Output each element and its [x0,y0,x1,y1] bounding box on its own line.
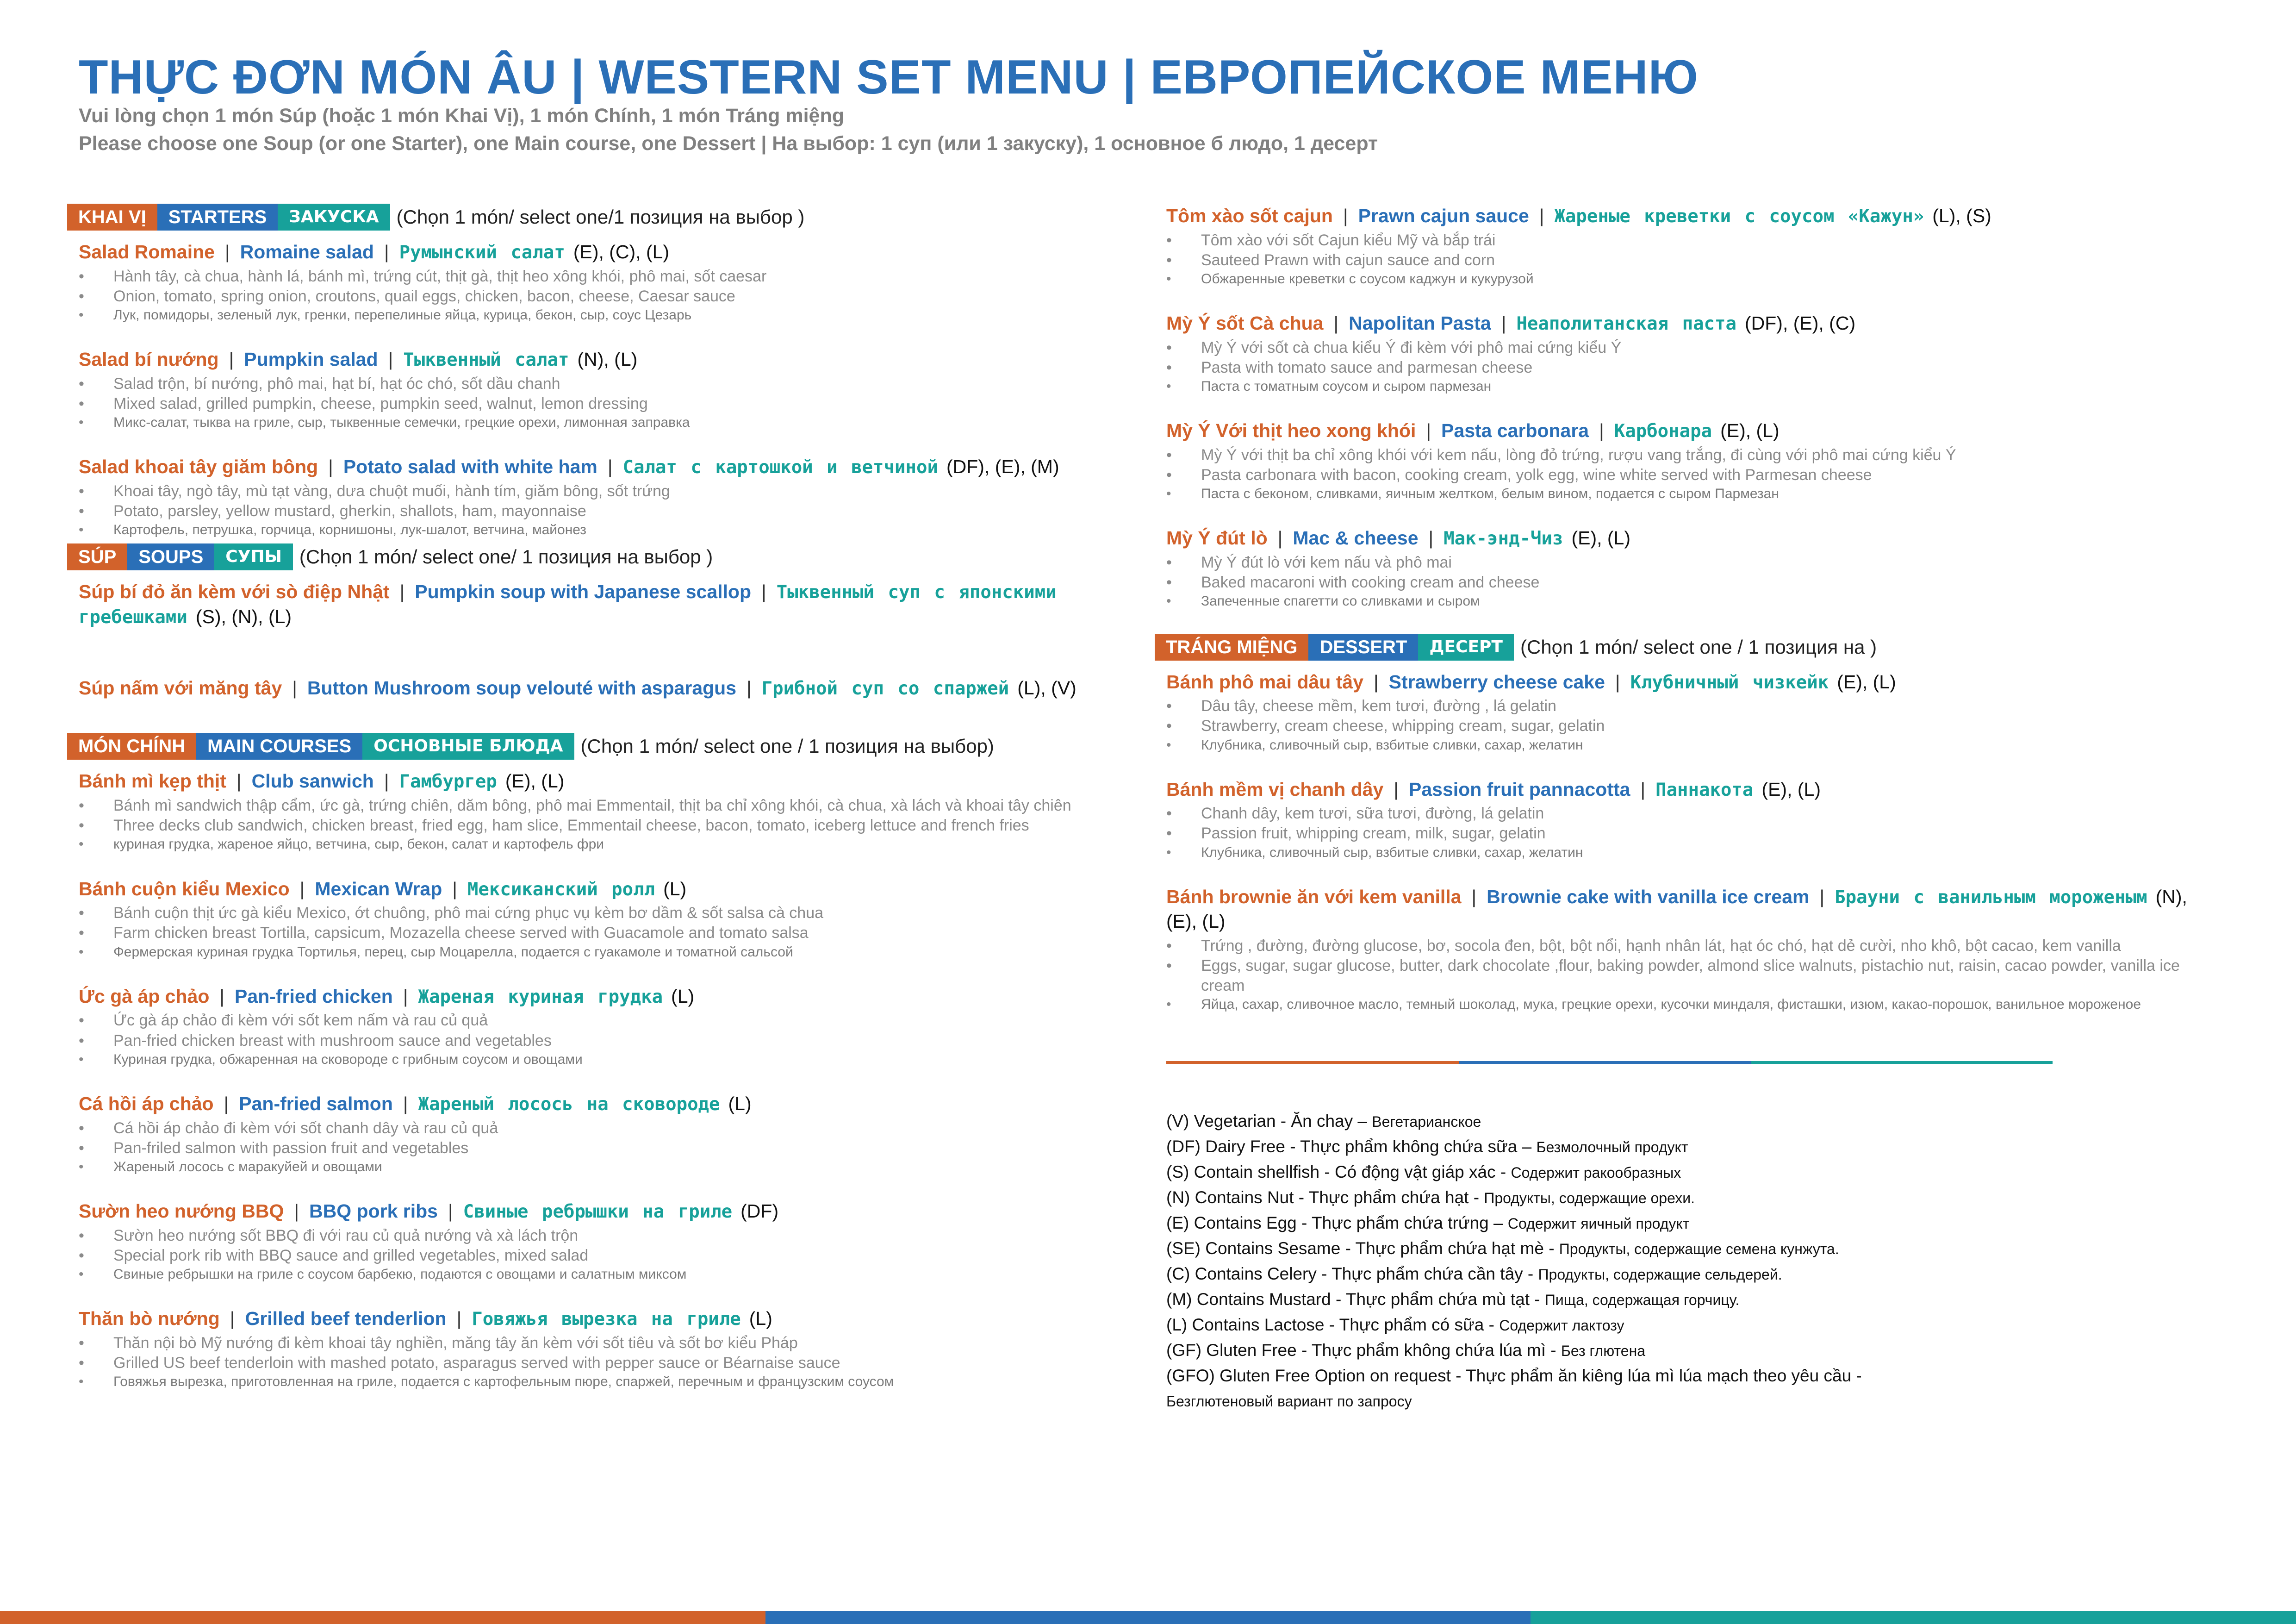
allergen-codes: (E), (C), (L) [573,241,670,262]
allergen-codes: (E), (L) [1571,527,1631,549]
description-line: • Pasta with tomato sauce and parmesan cheese [1201,358,2196,378]
dish-name-vi: Tôm xào sốt cajun [1166,205,1333,226]
legend-text: (DF) Dairy Free - Thực phẩm không chứa sữa – [1166,1137,1537,1156]
allergen-codes: (DF), (E), (C) [1745,312,1856,334]
description-line: • Sườn heo nướng sốt BBQ đi với rau củ quả nướng và xà lách trộn [113,1226,1118,1246]
legend-row [1166,1185,2184,1211]
starters-section [67,204,1118,539]
starters-tag-vi: KHAI VỊ [67,204,157,231]
legend-text: (V) Vegetarian - Ăn chay – [1166,1112,1372,1131]
menu-item [79,1306,1118,1391]
legend-text: (E) Contains Egg - Thực phẩm chứa trứng – [1166,1213,1508,1232]
menu-item-title [79,1092,1118,1117]
dish-name-vi: Salad Romaine [79,241,215,262]
dish-name-vi: Mỳ Ý Với thịt heo xong khói [1166,420,1416,442]
dish-name-en: Pan-fried chicken [235,985,393,1007]
dish-description [79,1333,1118,1391]
separator: | [1426,420,1431,442]
description-line: • Baked macaroni with cooking cream and cheese [1201,573,2196,593]
legend-text: (GF) Gluten Free - Thực phẩm không chứa lúa mì - [1166,1341,1561,1360]
description-line: • Фермерская куриная грудка Тортилья, перец, сыр Моцарелла, подается с гуакамоле и томатной сальсой [113,943,1118,961]
dish-description [1166,445,2196,503]
description-line: • Mỳ Ý với thịt ba chỉ xông khói với kem nấu, lòng đỏ trứng, rượu vang trắng, đi cùng với phô mai cứng kiểu Ý [1201,445,2196,465]
menu-item [79,455,1118,539]
allergen-codes: (L) [749,1308,772,1330]
starters-heading [67,204,1118,231]
dish-name-vi: Mỳ Ý đút lò [1166,527,1268,549]
allergen-codes: (DF) [740,1200,779,1222]
menu-item [1166,670,2196,754]
dish-description [1166,338,2196,395]
soups-section [67,543,1118,700]
menu-item [1166,418,2196,503]
soups-tag-vi: SÚP [67,543,127,570]
footer-bar-orange [0,1611,765,1624]
description-line: • Onion, tomato, spring onion, croutons, quail eggs, chicken, bacon, cheese, Caesar sauce [113,287,1118,306]
dish-name-vi: Mỳ Ý sốt Cà chua [1166,312,1324,334]
description-line: • Strawberry, cream cheese, whipping cream, sugar, gelatin [1201,716,2196,736]
dish-name-en: Prawn cajun sauce [1358,205,1529,226]
description-line: • Обжаренные креветки с соусом каджун и кукурузой [1201,270,2196,288]
description-line: • Hành tây, cà chua, hành lá, bánh mì, trứng cút, thịt gà, thịt heo xông khói, phô mai, sốt caesar [113,267,1118,287]
separator: | [229,349,234,370]
menu-item [79,580,1118,629]
legend-row [1166,1287,2184,1312]
description-line: • Говяжья вырезка, приготовленная на гриле, подается с картофельным пюре, спаржей, перечным и французским соусом [113,1373,1118,1391]
description-line: • Thăn nội bò Mỹ nướng đi kèm khoai tây nghiền, măng tây ăn kèm với sốt tiêu và sốt bơ kiểu Pháp [113,1333,1118,1353]
dish-name-ru: Мексиканский ролл [467,879,655,900]
legend-row [1166,1109,2184,1134]
dish-description [1166,553,2196,610]
dish-name-en: Pasta carbonara [1441,420,1589,442]
menu-item [79,1199,1118,1283]
menu-item [79,347,1118,431]
dish-name-ru: Клубничный чизкейк [1630,672,1829,693]
allergen-codes: (E), (L) [1837,671,1896,693]
separator: | [1277,527,1283,549]
description-line: • куриная грудка, жареное яйцо, ветчина, сыр, бекон, салат и картофель фри [113,836,1118,853]
menu-item-title [79,984,1118,1009]
mains-note: (Chọn 1 món/ select one / 1 позиция на выбор) [580,735,994,757]
legend-text-ru: Содержит яичный продукт [1507,1215,1690,1232]
dessert-note: (Chọn 1 món/ select one / 1 позиция на ) [1520,636,1877,658]
allergen-codes: (L), (S) [1932,205,1991,226]
legend-text-ru: Содержит лактозу [1499,1317,1624,1334]
menu-header [79,49,2208,156]
dish-description [1166,696,2196,754]
dish-name-ru: Паннакота [1655,779,1754,800]
dish-description [1166,936,2196,1014]
dish-name-ru: Грибной суп со спаржей [761,678,1009,699]
dish-name-ru: Брауни с ванильным мороженым [1835,887,2147,908]
mains-heading [67,733,1118,760]
starters-tag-ru: ЗАКУСКА [278,204,390,231]
description-line: • Mỳ Ý đút lò với kem nấu và phô mai [1201,553,2196,573]
description-line: • Pan-friled salmon with passion fruit and vegetables [113,1138,1118,1158]
mains-tag-en: MAIN COURSES [196,733,362,760]
description-line: • Passion fruit, whipping cream, milk, sugar, gelatin [1201,824,2196,843]
legend-text-ru: Вегетарианское [1372,1113,1481,1130]
menu-item-title [79,455,1118,480]
legend-text-ru: Пища, содержащая горчицу. [1544,1292,1740,1308]
dessert-tag-en: DESSERT [1308,634,1418,661]
description-line: • Three decks club sandwich, chicken breast, fried egg, ham slice, Emmentail cheese, bacon, tomato, iceberg lettuce and french fries [113,816,1118,836]
allergen-codes: (L) [663,878,687,899]
description-line: • Картофель, петрушка, горчица, корнишоны, лук-шалот, ветчина, майонез [113,521,1118,539]
dish-name-en: Passion fruit pannacotta [1409,778,1630,800]
description-line: • Паста с томатным соусом и сыром пармезан [1201,378,2196,395]
description-line: • Паста с беконом, сливками, яичным желтком, белым вином, подается с сыром Пармезан [1201,485,2196,503]
description-line: • Potato, parsley, yellow mustard, gherkin, shallots, ham, mayonnaise [113,501,1118,521]
menu-item-title [1166,670,2196,695]
soups-tag-ru: СУПЫ [214,543,293,570]
allergen-codes: (L) [728,1093,752,1114]
description-line: • Bánh mì sandwich thập cẩm, ức gà, trứng chiên, dăm bông, phô mai Emmentail, thịt ba chỉ xông khói, cà chua, xà lách và khoai tây chiên [113,796,1118,816]
dish-name-vi: Ức gà áp chảo [79,985,210,1007]
dessert-tag-vi: TRÁNG MIỆNG [1155,634,1308,661]
dish-name-ru: Салат с картошкой и ветчиной [622,457,938,478]
separator: | [761,581,766,603]
description-line: • Chanh dây, kem tươi, sữa tươi, đường, lá gelatin [1201,804,2196,824]
dish-name-vi: Bánh brownie ăn với kem vanilla [1166,886,1462,907]
description-line: • Farm chicken breast Tortilla, capsicum, Mozazella cheese served with Guacamole and tomato salsa [113,923,1118,943]
legend-text: (M) Contains Mustard - Thực phẩm chứa mù tạt - [1166,1290,1545,1309]
dish-name-ru: Гамбургер [399,771,497,793]
legend-row [1166,1262,2184,1287]
menu-item [79,240,1118,324]
separator: | [294,1200,299,1222]
separator: | [1374,671,1379,693]
dish-name-ru: Жареные креветки с соусом «Кажун» [1554,206,1924,227]
dish-name-en: Button Mushroom soup velouté with asparagus [307,677,737,699]
starters-tag-en: STARTERS [157,204,278,231]
allergen-codes: (S), (N), (L) [195,606,292,628]
mains-tag-ru: ОСНОВНЫЕ БЛЮДА [362,733,574,760]
dish-description [1166,804,2196,861]
dish-name-ru: Карбонара [1614,421,1712,442]
separator: | [384,241,389,262]
dish-name-vi: Bánh mềm vị chanh dây [1166,778,1384,800]
dish-name-vi: Bánh mì kẹp thịt [79,770,226,792]
menu-item-title [79,676,1118,701]
dessert-heading [1155,634,2196,661]
menu-item [1166,777,2196,862]
allergen-codes: (E), (L) [1761,778,1821,800]
dish-description [79,267,1118,324]
dish-name-vi: Súp bí đỏ ăn kèm với sò điệp Nhật [79,581,390,603]
dish-name-en: Brownie cake with vanilla ice cream [1487,886,1810,907]
description-line: • Khoai tây, ngò tây, mù tạt vàng, dưa chuột muối, hành tím, giăm bông, sốt trứng [113,481,1118,501]
dessert-tag-ru: ДЕСЕРТ [1418,634,1514,661]
separator: | [224,241,230,262]
allergen-codes: (N), (L) [577,349,638,370]
description-line: • Grilled US beef tenderloin with mashed potato, asparagus served with pepper sauce or Béarnaise sauce [113,1353,1118,1373]
allergen-codes: (DF), (E), (M) [946,456,1059,478]
menu-item-title [1166,526,2196,551]
dish-description [1166,231,2196,288]
legend-text-ru: Содержит ракообразных [1511,1164,1681,1181]
soups-note: (Chọn 1 món/ select one/ 1 позиция на выбор ) [299,546,713,568]
dessert-section [1155,634,2196,1014]
footer-bar-teal [1531,1611,2296,1624]
dish-name-ru: Свиные ребрышки на гриле [463,1201,733,1222]
legend-row [1166,1312,2184,1338]
separator: | [403,1093,408,1114]
dish-name-ru: Мак-энд-Чиз [1444,528,1563,550]
menu-item-title [1166,204,2196,229]
description-line: • Bánh cuộn thịt ức gà kiểu Mexico, ớt chuông, phô mai cứng phục vụ kèm bơ dầm & sốt salsa cà chua [113,903,1118,923]
separator: | [1394,778,1399,800]
description-line: • Микс-салат, тыква на гриле, сыр, тыквенные семечки, грецкие орехи, лимонная заправка [113,414,1118,431]
separator: | [1333,312,1339,334]
subtitle-vi: Vui lòng chọn 1 món Súp (hoặc 1 món Khai Vị), 1 món Chính, 1 món Tráng miệng [79,104,844,127]
dish-name-en: Mexican Wrap [315,878,442,899]
separator: | [236,770,242,792]
menu-item-title [79,877,1118,902]
description-line: • Cá hồi áp chảo đi kèm với sốt chanh dây và rau củ quả [113,1118,1118,1138]
dish-name-ru: Жареный лосось на сковороде [418,1093,720,1115]
dish-description [79,796,1118,853]
subtitle-en-ru: Please choose one Soup (or one Starter), one Main course, one Dessert | На выбор: 1 суп (или 1 закуску), 1 основное б людо, 1 десерт [79,132,1378,155]
dish-name-en: Pumpkin soup with Japanese scallop [415,581,752,603]
description-line: • Trứng , đường, đường glucose, bơ, socola đen, bột, bột nổi, hạnh nhân lát, hạt óc chó, hạt dẻ cười, nho khô, bột cacao, kem vanilla [1201,936,2196,956]
menu-item-title [79,1306,1118,1331]
separator: | [219,985,225,1007]
menu-item-title [79,1199,1118,1224]
legend-row [1166,1363,2184,1389]
allergen-codes: (N), (E), (L) [1166,886,2187,932]
description-line: • Mixed salad, grilled pumpkin, cheese, pumpkin seed, walnut, lemon dressing [113,394,1118,414]
dish-name-vi: Bánh phô mai dâu tây [1166,671,1363,693]
dish-name-ru: Тыквенный салат [403,350,569,371]
legend-row [1166,1134,2184,1160]
menu-item [1166,526,2196,610]
menu-item-title [1166,311,2196,336]
dish-description [79,374,1118,431]
legend-last-line: Безглютеновый вариант по запросу [1166,1393,1412,1410]
menu-item-title [79,347,1118,372]
dish-name-en: BBQ pork ribs [309,1200,438,1222]
legend-row [1166,1211,2184,1236]
divider-rule [1166,1061,2053,1064]
description-line: • Лук, помидоры, зеленый лук, гренки, перепелиные яйца, курица, бекон, сыр, соус Цезарь [113,306,1118,324]
description-line: • Свиные ребрышки на гриле с соусом барбекю, подаются с овощами и салатным миксом [113,1266,1118,1283]
dish-name-vi: Bánh cuộn kiểu Mexico [79,878,290,899]
separator: | [452,878,457,899]
menu-item [79,676,1118,701]
description-line: • Клубника, сливочный сыр, взбитые сливки, сахар, желатин [1201,737,2196,754]
menu-item-title [1166,885,2196,934]
menu-item-title [79,580,1118,629]
dish-name-ru: Говяжья вырезка на гриле [472,1309,741,1330]
separator: | [747,677,752,699]
description-line: • Sauteed Prawn with cajun sauce and corn [1201,250,2196,270]
menu-item [79,877,1118,961]
description-line: • Salad trộn, bí nướng, phô mai, hạt bí, hạt óc chó, sốt dầu chanh [113,374,1118,394]
legend-text-ru: Продукты, содержащие орехи. [1484,1190,1695,1206]
menu-item [79,984,1118,1068]
menu-item-title [79,240,1118,265]
dish-name-en: Potato salad with white ham [343,456,597,478]
separator: | [456,1308,462,1330]
soups-heading [67,543,1118,570]
description-line: • Куриная грудка, обжаренная на сковороде с грибным соусом и овощами [113,1051,1118,1068]
separator: | [1640,778,1646,800]
footer-bar-blue [765,1611,1531,1624]
menu-item [79,1092,1118,1176]
separator: | [1615,671,1620,693]
description-line: • Mỳ Ý với sốt cà chua kiểu Ý đi kèm với phô mai cứng kiểu Ý [1201,338,2196,358]
separator: | [1599,420,1604,442]
separator: | [388,349,393,370]
description-line: • Eggs, sugar, sugar glucose, butter, dark chocolate ,flour, baking powder, almond slice walnuts, pistachio nut, raisin, cacao powder, vanilla ice cream [1201,956,2196,996]
dish-description [79,1011,1118,1068]
legend-text-ru: Без глютена [1561,1343,1646,1359]
allergen-codes: (E), (L) [1720,420,1780,442]
dish-description [79,1118,1118,1176]
dish-name-en: Pumpkin salad [244,349,378,370]
description-line: • Special pork rib with BBQ sauce and grilled vegetables, mixed salad [113,1246,1118,1266]
legend-text: (S) Contain shellfish - Có động vật giáp xác - [1166,1162,1511,1181]
separator: | [1539,205,1544,226]
separator: | [328,456,333,478]
dish-name-en: Napolitan Pasta [1349,312,1491,334]
soups-tag-en: SOUPS [127,543,214,570]
separator: | [448,1200,453,1222]
dish-name-en: Mac & cheese [1293,527,1419,549]
separator: | [1343,205,1348,226]
dish-name-en: Romaine salad [240,241,374,262]
dish-name-vi: Salad bí nướng [79,349,219,370]
dish-name-vi: Sườn heo nướng BBQ [79,1200,284,1222]
dish-name-en: Grilled beef tenderlion [245,1308,447,1330]
mains-section [67,733,1118,1391]
menu-item-title [1166,418,2196,443]
dish-name-ru: Жареная куриная грудка [418,986,663,1007]
separator: | [292,677,297,699]
dish-description [79,1226,1118,1283]
description-line: • Клубника, сливочный сыр, взбитые сливки, сахар, желатин [1201,844,2196,862]
legend-row [1166,1160,2184,1185]
menu-item [1166,311,2196,395]
menu-item [1166,204,2196,288]
menu-item [79,769,1118,853]
dish-name-ru: Тыквенный суп с японскими гребешками [79,582,1057,628]
dish-description [79,903,1118,961]
legend-text: (C) Contains Celery - Thực phẩm chứa cần tây - [1166,1264,1538,1283]
dish-name-vi: Salad khoai tây giăm bông [79,456,318,478]
mains-continued-section [1155,204,2196,611]
description-line: • Яйца, сахар, сливочное масло, темный шоколад, мука, грецкие орехи, кусочки миндаля, фисташки, изюм, какао-порошок, ванильное мороженое [1201,996,2196,1013]
legend-text-ru: Безмолочный продукт [1536,1139,1688,1156]
page-title: THỰC ĐƠN MÓN ÂU | WESTERN SET MENU | ЕВРОПЕЙСКОЕ МЕНЮ [79,50,1699,104]
legend-text: (SE) Contains Sesame - Thực phẩm chứa hạt mè - [1166,1239,1559,1258]
separator: | [1471,886,1477,907]
dish-name-en: Club sanwich [251,770,374,792]
dish-name-vi: Súp nấm với măng tây [79,677,282,699]
separator: | [403,985,408,1007]
legend-text: (GFO) Gluten Free Option on request - Thực phẩm ăn kiêng lúa mì lúa mạch theo yêu cầu - [1166,1366,1862,1385]
description-line: • Запеченные спагетти со сливками и сыром [1201,593,2196,610]
legend-text: (N) Contains Nut - Thực phẩm chứa hạt - [1166,1188,1484,1207]
dish-name-ru: Неаполитанская паста [1516,313,1736,335]
allergen-legend [1166,1109,2184,1414]
dish-name-en: Strawberry cheese cake [1388,671,1605,693]
dish-name-vi: Cá hồi áp chảo [79,1093,214,1114]
separator: | [607,456,613,478]
legend-text-ru: Продукты, содержащие семена кунжута. [1559,1241,1839,1257]
legend-text-ru: Продукты, содержащие сельдерей. [1538,1266,1782,1283]
menu-item [1166,885,2196,1014]
starters-note: (Chọn 1 món/ select one/1 позиция на выбор ) [396,206,805,228]
legend-row [1166,1338,2184,1363]
legend-row [1166,1236,2184,1262]
separator: | [1428,527,1434,549]
separator: | [1819,886,1825,907]
dish-name-en: Pan-fried salmon [239,1093,393,1114]
separator: | [230,1308,235,1330]
right-column [1155,204,2196,1013]
allergen-codes: (E), (L) [505,770,565,792]
menu-item-title [79,769,1118,794]
dish-name-vi: Thăn bò nướng [79,1308,220,1330]
description-line: • Tôm xào với sốt Cajun kiểu Mỹ và bắp trái [1201,231,2196,250]
footer-color-bar [0,1611,2296,1624]
separator: | [1501,312,1506,334]
description-line: • Pan-fried chicken breast with mushroom sauce and vegetables [113,1031,1118,1051]
legend-text: (L) Contains Lactose - Thực phẩm có sữa - [1166,1315,1500,1334]
mains-tag-vi: MÓN CHÍNH [67,733,196,760]
allergen-codes: (L) [671,985,695,1007]
separator: | [399,581,405,603]
separator: | [224,1093,229,1114]
separator: | [384,770,389,792]
left-column [67,204,1118,1391]
description-line: • Pasta carbonara with bacon, cooking cream, yolk egg, wine white served with Parmesan cheese [1201,465,2196,485]
allergen-codes: (L), (V) [1017,677,1076,699]
description-line: • Ức gà áp chảo đi kèm với sốt kem nấm và rau củ quả [113,1011,1118,1031]
dish-description [79,481,1118,539]
dish-name-ru: Румынский салат [399,242,565,263]
description-line: • Жареный лосось с маракуйей и овощами [113,1158,1118,1176]
separator: | [299,878,305,899]
menu-item-title [1166,777,2196,802]
description-line: • Dâu tây, cheese mềm, kem tươi, đường , lá gelatin [1201,696,2196,716]
